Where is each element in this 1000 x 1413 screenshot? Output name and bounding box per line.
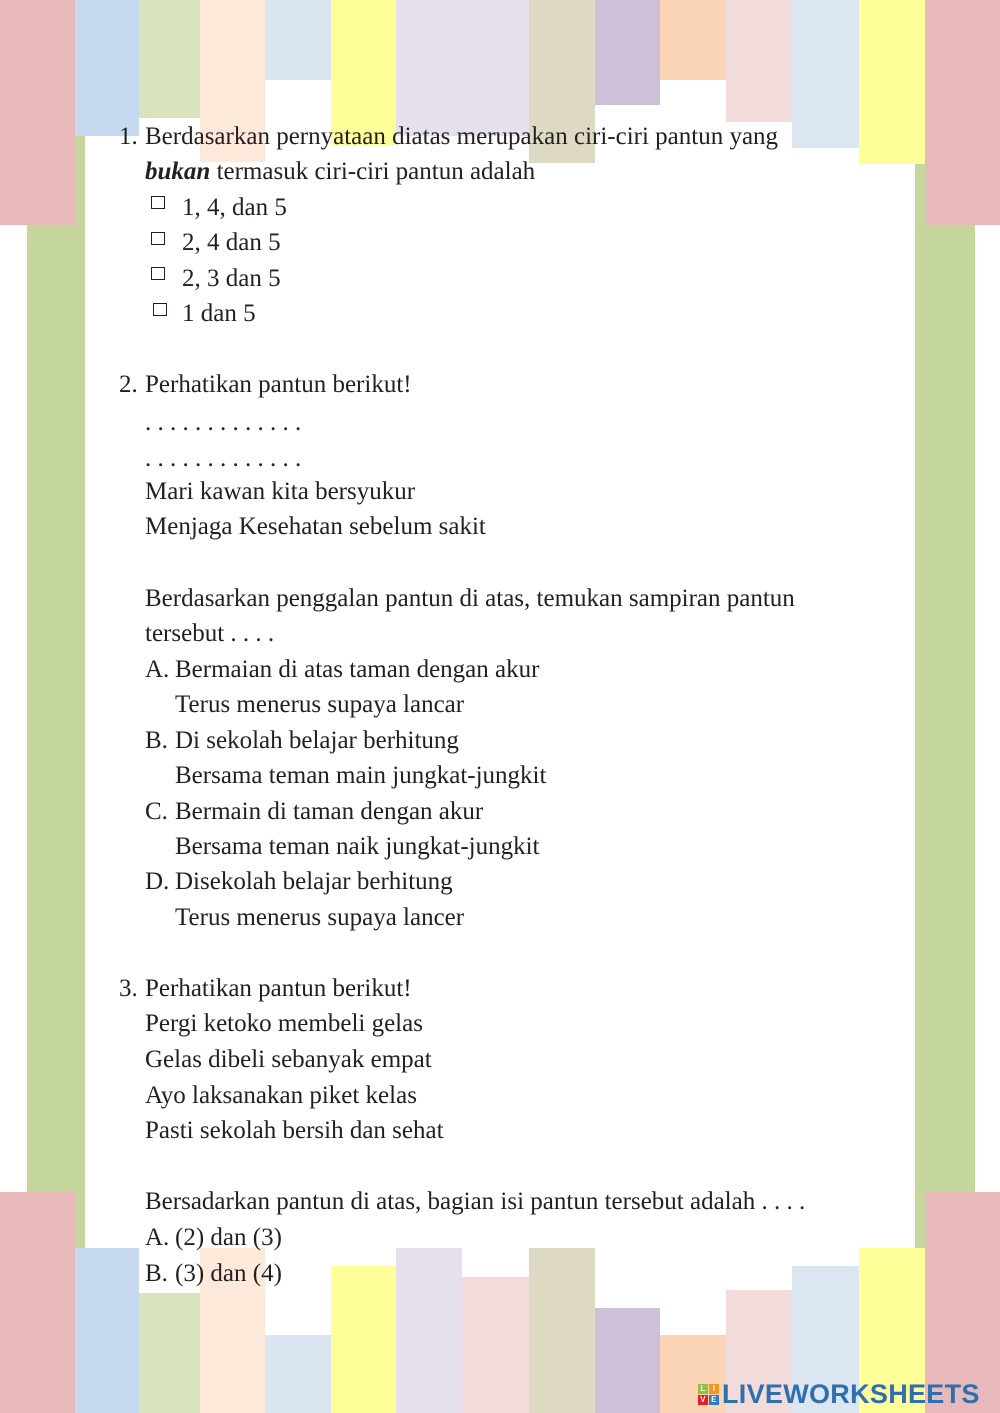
question-text-line2 (145, 154, 535, 190)
option-text: (2) dan (3) (175, 1224, 282, 1251)
option-letter: D. (145, 868, 170, 895)
option-text: Bermain di taman dengan akur (175, 798, 484, 825)
option-text: Terus menerus supaya lancer (175, 904, 465, 931)
checkbox-option-3[interactable] (151, 267, 165, 280)
logo-mark-letter: I (709, 1384, 719, 1394)
question-number: 1. (119, 123, 138, 150)
question-text: Bersadarkan pantun di atas, bagian isi pantun tersebut adalah . . . . (145, 1188, 806, 1215)
poem-line: Ayo laksanakan piket kelas (145, 1082, 417, 1109)
option-text: Bersama teman naik jungkat-jungkit (175, 833, 540, 860)
question-prompt: Perhatikan pantun berikut! (145, 975, 412, 1002)
option-text: Disekolah belajar berhitung (175, 868, 453, 895)
question-text-rest: termasuk ciri-ciri pantun adalah (210, 158, 536, 185)
checkbox-option-4[interactable] (153, 303, 167, 316)
question-prompt: Perhatikan pantun berikut! (145, 371, 412, 398)
liveworksheets-logo[interactable] (698, 1377, 980, 1411)
option-letter: A. (145, 656, 170, 683)
logo-mark-letter: L (698, 1384, 708, 1394)
poem-line: Mari kawan kita bersyukur (145, 478, 416, 505)
logo-text: LIVEWORKSHEETS (722, 1378, 980, 1409)
option-text: Bersama teman main jungkat-jungkit (175, 762, 547, 789)
option-letter: C. (145, 798, 168, 825)
option-text: Terus menerus supaya lancar (175, 691, 465, 718)
poem-line: Gelas dibeli sebanyak empat (145, 1046, 432, 1073)
emphasis-word: bukan (145, 158, 211, 185)
question-text: Berdasarkan pernyataan diatas merupakan ciri-ciri pantun yang (145, 123, 779, 150)
option-label: 1, 4, dan 5 (182, 194, 287, 221)
checkbox-option-1[interactable] (151, 196, 165, 209)
logo-mark-letter: E (709, 1395, 719, 1405)
question-number: 2. (119, 371, 138, 398)
poem-line: Menjaga Kesehatan sebelum sakit (145, 513, 486, 540)
option-label: 2, 3 dan 5 (182, 265, 281, 292)
option-text: Bermaian di atas taman dengan akur (175, 656, 540, 683)
blank-line: . . . . . . . . . . . . . (145, 409, 302, 436)
logo-mark-icon (698, 1384, 719, 1405)
option-label: 1 dan 5 (182, 300, 256, 327)
option-label: 2, 4 dan 5 (182, 229, 281, 256)
option-text: (3) dan (4) (175, 1260, 282, 1287)
option-letter: B. (145, 1260, 168, 1287)
logo-mark-letter: V (698, 1395, 708, 1405)
option-text: Di sekolah belajar berhitung (175, 727, 459, 754)
option-letter: B. (145, 727, 168, 754)
question-text: tersebut . . . . (145, 620, 275, 647)
poem-line: Pasti sekolah bersih dan sehat (145, 1117, 444, 1144)
poem-line: Pergi ketoko membeli gelas (145, 1010, 423, 1037)
question-number: 3. (119, 975, 138, 1002)
blank-line: . . . . . . . . . . . . . (145, 445, 302, 472)
question-text: Berdasarkan penggalan pantun di atas, temukan sampiran pantun (145, 585, 795, 612)
checkbox-option-2[interactable] (151, 232, 165, 245)
option-letter: A. (145, 1224, 170, 1251)
